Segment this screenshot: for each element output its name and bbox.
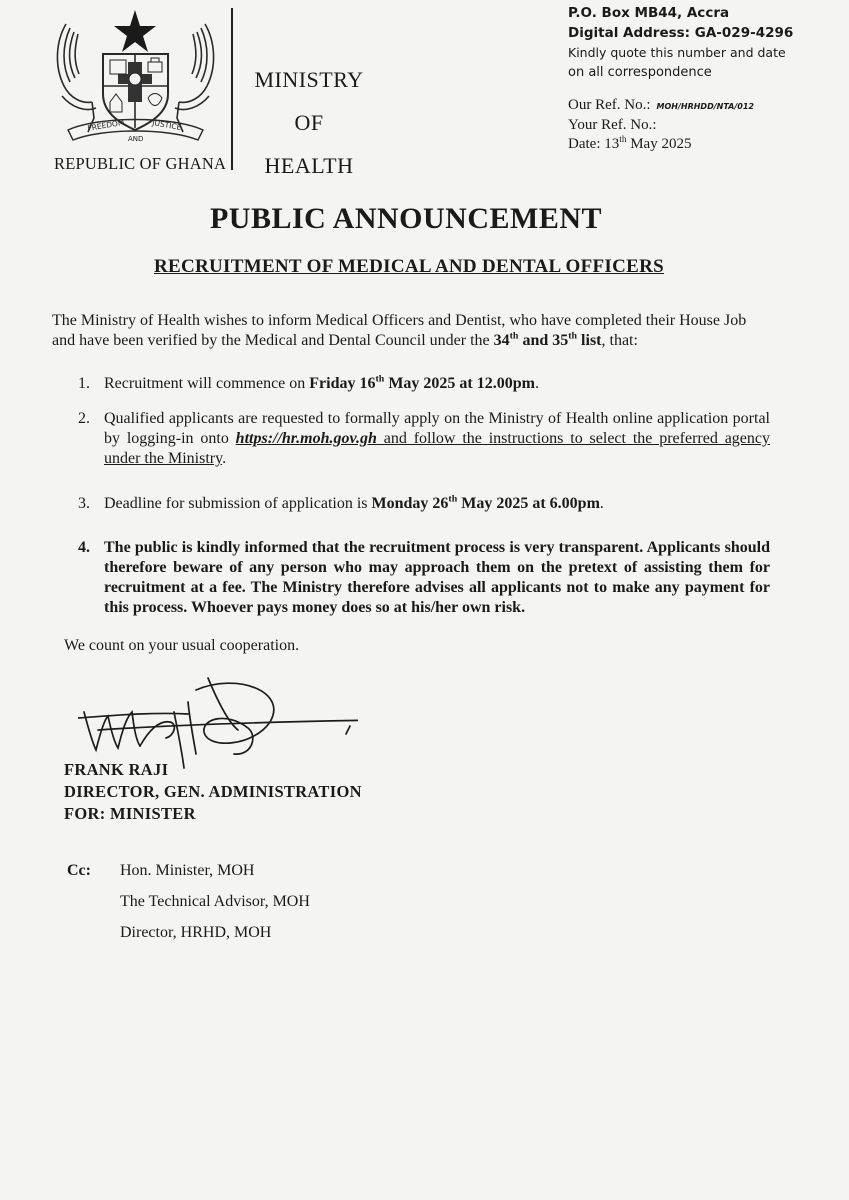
crest-ribbon-justice: JUSTICE	[151, 118, 183, 133]
reference-block	[568, 96, 754, 154]
crest-ribbon-freedom: FREEDOM	[86, 117, 125, 133]
cc-recipient: Hon. Minister, MOH	[120, 862, 255, 879]
list-item: 1. Recruitment will commence on Friday 16th May 2025 at 12.00pm.	[78, 373, 539, 392]
address-block	[568, 3, 793, 83]
cc-recipient: Director, HRHD, MOH	[120, 924, 272, 941]
signatory-for: FOR: MINISTER	[64, 804, 196, 823]
announcement-title: PUBLIC ANNOUNCEMENT	[209, 202, 603, 235]
application-portal-link[interactable]: https://hr.moh.gov.gh	[235, 430, 377, 447]
our-ref-label: Our Ref. No.:	[568, 97, 651, 113]
quote-instruction-line-2: on all correspondence	[568, 65, 712, 80]
ghana-coat-of-arms-emblem	[48, 6, 223, 154]
intro-paragraph: The Ministry of Health wishes to inform Medical Officers and Dentist, who have completed their House Job and have been verified by the Medical and Dental Council under the 34th and 35th list, that:	[52, 312, 747, 349]
signatory-block	[64, 759, 362, 825]
closing-line: We count on your usual cooperation.	[64, 637, 300, 654]
cc-label: Cc:	[67, 862, 91, 879]
announcement-subtitle: RECRUITMENT OF MEDICAL AND DENTAL OFFICERS	[153, 256, 664, 277]
signatory-name: FRANK RAJI	[64, 760, 169, 779]
cc-recipient: The Technical Advisor, MOH	[120, 893, 310, 910]
your-ref-label: Your Ref. No.:	[568, 117, 657, 133]
signatory-position: DIRECTOR, GEN. ADMINISTRATION	[64, 782, 362, 801]
po-box: P.O. Box MB44, Accra	[568, 5, 730, 21]
country-name: REPUBLIC OF GHANA	[54, 154, 227, 173]
crest-ribbon-and: AND	[128, 135, 144, 143]
quote-instruction-line-1: Kindly quote this number and date	[568, 45, 786, 60]
cc-list	[120, 855, 420, 948]
list-item: 2. Qualified applicants are requested to formally apply on the Ministry of Health online application portal by logging-in onto https://hr.moh.gov.gh and follow the instructions to select the preferred agency under the Ministry.	[78, 410, 771, 467]
ministry-line: OF	[294, 110, 324, 135]
digital-address: Digital Address: GA-029-4296	[568, 25, 794, 41]
letter-date: Date: 13th May 2025	[568, 135, 692, 152]
ministry-line: MINISTRY	[254, 67, 364, 92]
list-item: 3. Deadline for submission of application is Monday 26th May 2025 at 6.00pm.	[78, 493, 604, 512]
our-ref-value: MOH/HRHDD/NTA/012	[656, 102, 754, 111]
ministry-name	[244, 58, 374, 187]
header-divider	[231, 8, 233, 170]
list-item: 4. The public is kindly informed that the recruitment process is very transparent. Applicants should therefore beware of any person who may approach them on the pretext of assisting them for recruitment at a fee. The Ministry therefore advises all applicants not to make any payment for this process. Whoever pays money does so at his/her own risk.	[78, 539, 770, 616]
our-ref	[568, 96, 754, 116]
ministry-line: HEALTH	[264, 153, 354, 178]
